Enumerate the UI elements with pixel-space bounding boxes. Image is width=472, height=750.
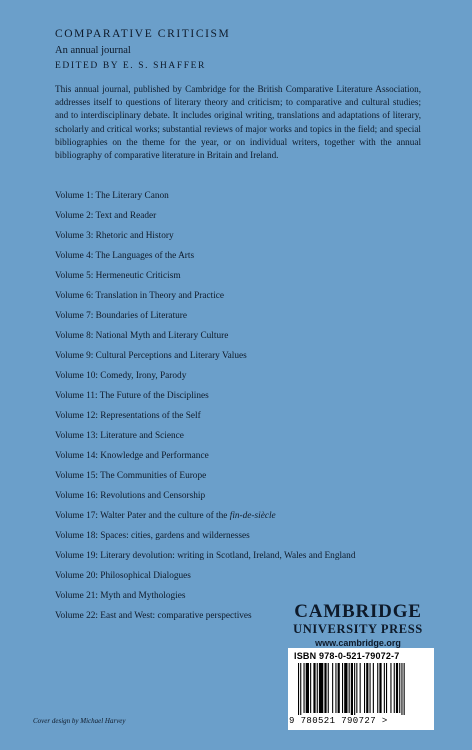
volume-item: Volume 13: Literature and Science bbox=[55, 431, 184, 441]
volume-17-text: Volume 17: Walter Pater and the culture of the bbox=[55, 511, 230, 521]
barcode-icon bbox=[298, 663, 424, 715]
volume-item: Volume 2: Text and Reader bbox=[55, 211, 157, 221]
journal-description: This annual journal, published by Cambridge for the British Comparative Literature Association, addresses itself to questions of literary theory and criticism; to comparative and cultural studies; and to interdisciplinary debate. It includes original writing, translations and adaptations of literary, scholarly and critical works; substantial reviews of major works and topics in the field; and special bibliographies on the theme for the year, or on individual writers, together with the annual bibliography of comparative literature in Britain and Ireland. bbox=[55, 84, 421, 161]
barcode-box bbox=[288, 648, 434, 730]
volume-item: Volume 10: Comedy, Irony, Parody bbox=[55, 371, 187, 381]
volume-17-italic: fin-de-siècle bbox=[229, 511, 276, 521]
volume-item: Volume 7: Boundaries of Literature bbox=[55, 311, 188, 321]
volume-item: Volume 18: Spaces: cities, gardens and wildernesses bbox=[55, 531, 250, 541]
publisher-url: www.cambridge.org bbox=[315, 638, 401, 648]
volume-item: Volume 5: Hermeneutic Criticism bbox=[55, 271, 181, 281]
volume-item: Volume 15: The Communities of Europe bbox=[55, 471, 207, 481]
volume-item: Volume 8: National Myth and Literary Culture bbox=[55, 331, 229, 341]
editor-line: EDITED BY E. S. SHAFFER bbox=[55, 61, 206, 71]
barcode-digits: 9 780521 790727 > bbox=[289, 716, 388, 726]
volume-item: Volume 11: The Future of the Disciplines bbox=[55, 391, 209, 401]
cover-design-credit: Cover design by Michael Harvey bbox=[33, 717, 126, 725]
volume-item: Volume 1: The Literary Canon bbox=[55, 191, 169, 201]
volume-item: Volume 22: East and West: comparative perspectives bbox=[55, 611, 252, 621]
volume-item: Volume 4: The Languages of the Arts bbox=[55, 251, 195, 261]
isbn-label: ISBN 978-0-521-79072-7 bbox=[294, 651, 400, 661]
publisher-logo bbox=[283, 602, 433, 648]
volume-item: Volume 20: Philosophical Dialogues bbox=[55, 571, 191, 581]
journal-subtitle: An annual journal bbox=[55, 45, 131, 56]
publisher-subname: UNIVERSITY PRESS bbox=[293, 622, 423, 636]
volume-item-17 bbox=[55, 506, 355, 526]
volume-item: Volume 12: Representations of the Self bbox=[55, 411, 201, 421]
volume-item: Volume 21: Myth and Mythologies bbox=[55, 591, 186, 601]
series-title: COMPARATIVE CRITICISM bbox=[55, 28, 231, 40]
volume-item: Volume 6: Translation in Theory and Practice bbox=[55, 291, 225, 301]
volume-item: Volume 14: Knowledge and Performance bbox=[55, 451, 209, 461]
volume-item: Volume 3: Rhetoric and History bbox=[55, 231, 174, 241]
publisher-name: CAMBRIDGE bbox=[294, 601, 422, 622]
volume-item: Volume 9: Cultural Perceptions and Literary Values bbox=[55, 351, 247, 361]
volume-item: Volume 19: Literary devolution: writing in Scotland, Ireland, Wales and England bbox=[55, 551, 356, 561]
volume-item: Volume 16: Revolutions and Censorship bbox=[55, 491, 206, 501]
volume-list bbox=[55, 186, 355, 626]
